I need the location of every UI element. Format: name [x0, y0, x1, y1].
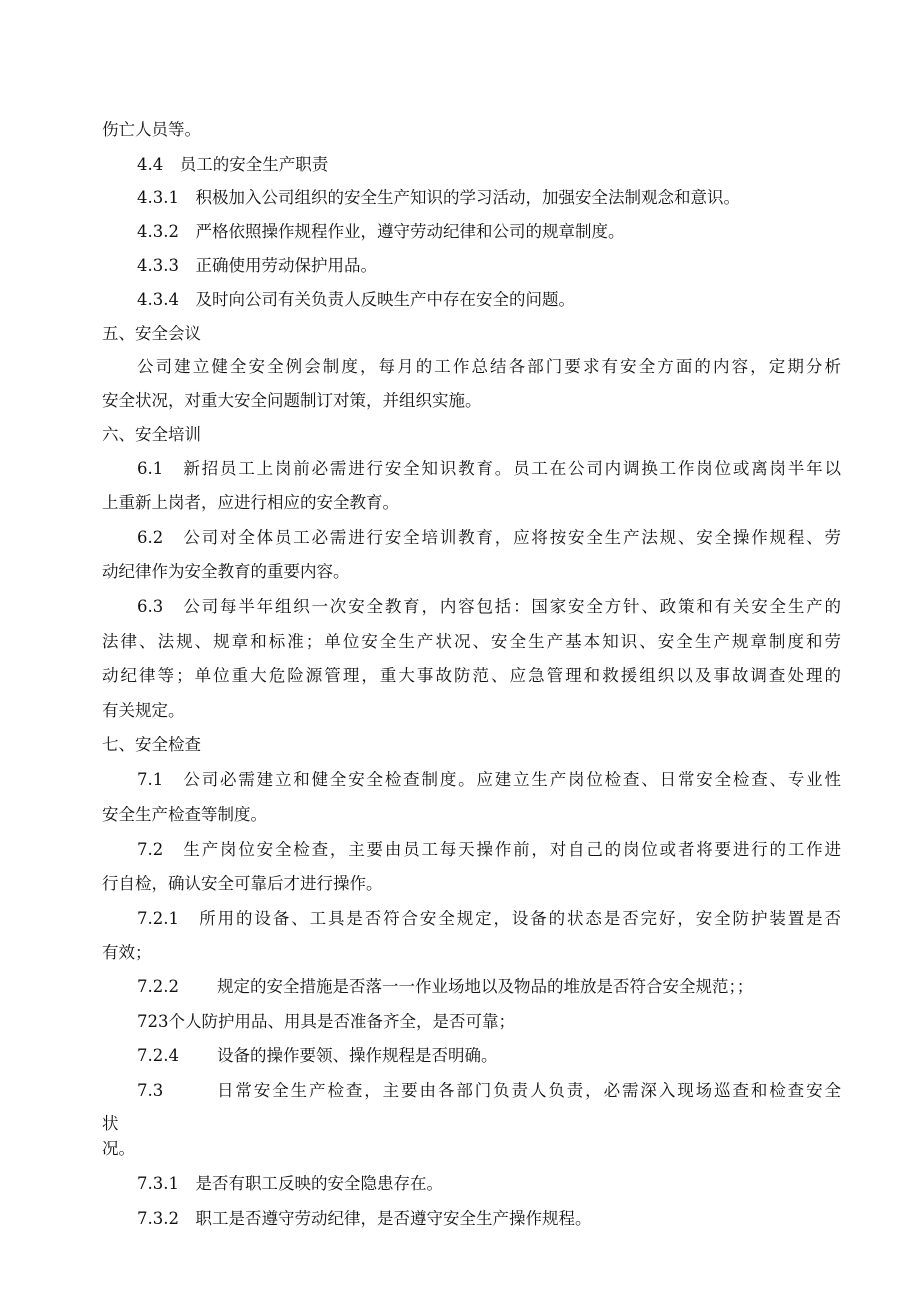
paragraph-5-line-1: 公司建立健全安全例会制度，每月的工作总结各部门要求有安全方面的内容，定期分析 — [137, 357, 841, 376]
item-7-1-line-2: 安全生产检查等制度。 — [102, 805, 267, 824]
item-7-3-text: 日常安全生产检查，主要由各部门负责人负责，必需深入现场巡查和检查安全 — [217, 1081, 841, 1100]
item-7-1-line-1: 7.1 公司必需建立和健全安全检查制度。应建立生产岗位检查、日常安全检查、专业性 — [137, 770, 841, 789]
item-7-3-wrap-2: 况。 — [102, 1139, 135, 1158]
item-7-2-4-text: 设备的操作要领、操作规程是否明确。 — [217, 1046, 498, 1065]
item-7-2-2-number: 7.2.2 — [137, 977, 179, 996]
heading-4-4: 4.4 员工的安全生产职责 — [137, 155, 329, 174]
item-4-3-2: 4.3.2 严格依照操作规程作业，遵守劳动纪律和公司的规章制度。 — [137, 222, 625, 241]
item-6-2-line-1: 6.2 公司对全体员工必需进行安全培训教育，应将按安全生产法规、安全操作规程、劳 — [137, 528, 841, 547]
item-6-3-line-4: 有关规定。 — [102, 701, 185, 720]
item-4-3-4: 4.3.4 及时向公司有关负责人反映生产中存在安全的问题。 — [137, 290, 575, 309]
item-4-3-1: 4.3.1 积极加入公司组织的安全生产知识的学习活动，加强安全法制观念和意识。 — [137, 188, 740, 207]
item-7-2-line-2: 行自检，确认安全可靠后才进行操作。 — [102, 874, 383, 893]
item-7-3-1: 7.3.1 是否有职工反映的安全隐患存在。 — [137, 1174, 443, 1193]
section-heading-5: 五、安全会议 — [102, 324, 201, 343]
item-6-1-line-1: 6.1 新招员工上岗前必需进行安全知识教育。员工在公司内调换工作岗位或离岗半年以 — [137, 459, 841, 478]
item-6-3-line-3: 动纪律等；单位重大危险源管理，重大事故防范、应急管理和救援组织以及事故调查处理的 — [102, 666, 841, 685]
item-7-3-2: 7.3.2 职工是否遵守劳动纪律，是否遵守安全生产操作规程。 — [137, 1209, 592, 1228]
item-7-2-1-line-2: 有效； — [102, 943, 152, 962]
item-6-3-line-1: 6.3 公司每半年组织一次安全教育，内容包括：国家安全方针、政策和有关安全生产的 — [137, 597, 841, 616]
item-7-2-4-number: 7.2.4 — [137, 1046, 179, 1065]
item-7-2-3: 723个人防护用品、用具是否准备齐全，是否可靠； — [137, 1012, 515, 1031]
item-6-3-line-2: 法律、法规、规章和标准；单位安全生产状况、安全生产基本知识、安全生产规章制度和劳 — [102, 632, 841, 651]
item-7-2-1-line-1: 7.2.1 所用的设备、工具是否符合安全规定，设备的状态是否完好，安全防护装置是否 — [137, 909, 841, 928]
section-heading-7: 七、安全检查 — [102, 735, 201, 754]
item-6-2-line-2: 动纪律作为安全教育的重要内容。 — [102, 562, 350, 581]
paragraph-5-line-2: 安全状况，对重大安全问题制订对策，并组织实施。 — [102, 391, 482, 410]
item-7-3-wrap-1: 状 — [102, 1114, 119, 1133]
item-4-3-3: 4.3.3 正确使用劳动保护用品。 — [137, 256, 377, 275]
text-line-continuation: 伤亡人员等。 — [102, 120, 201, 139]
item-7-2-line-1: 7.2 生产岗位安全检查，主要由员工每天操作前，对自己的岗位或者将要进行的工作进 — [137, 840, 841, 859]
item-7-3-number: 7.3 — [137, 1081, 164, 1100]
section-heading-6: 六、安全培训 — [102, 425, 201, 444]
item-7-2-2-text: 规定的安全措施是否落一一作业场地以及物品的堆放是否符合安全规范；； — [217, 977, 754, 996]
item-6-1-line-2: 上重新上岗者，应进行相应的安全教育。 — [102, 493, 399, 512]
